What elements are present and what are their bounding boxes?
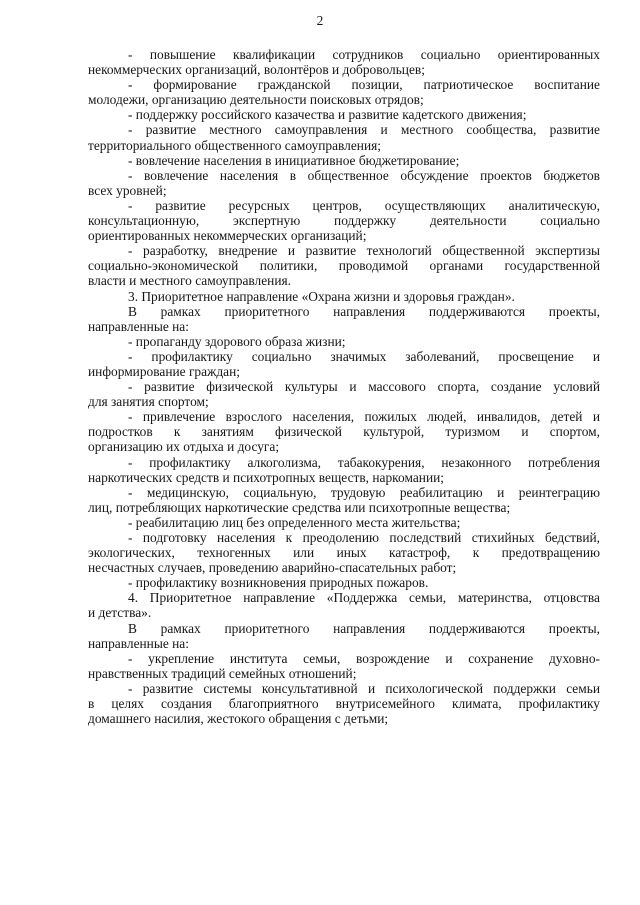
text-line: нравственных традиций семейных отношений;: [88, 665, 357, 681]
text-line: домашнего насилия, жестокого обращения с детьми;: [88, 711, 389, 727]
text-line: - разработку, внедрение и развитие технологий общественной экспертизы: [128, 243, 600, 259]
text-line: - развитие местного самоуправления и местного сообщества, развитие: [128, 122, 600, 138]
text-line: несчастных случаев, проведению аварийно-спасательных работ;: [88, 560, 457, 576]
text-line: - профилактику социально значимых заболеваний, просвещение и: [128, 348, 600, 364]
text-line: - формирование гражданской позиции, патриотическое воспитание: [128, 77, 600, 93]
text-line: В рамках приоритетного направления поддерживаются проекты,: [128, 303, 600, 319]
text-line: подростков к занятиям физической культурой, туризмом и спортом,: [88, 424, 600, 440]
text-line: территориального общественного самоуправления;: [88, 137, 381, 153]
text-line: для занятия спортом;: [88, 394, 209, 410]
text-line: - вовлечение населения в общественное обсуждение проектов бюджетов: [128, 167, 600, 183]
text-line: и детства».: [88, 605, 152, 621]
text-line: - привлечение взрослого населения, пожилых людей, инвалидов, детей и: [128, 409, 600, 425]
text-line: - укрепление института семьи, возрождение и сохранение духовно-: [128, 650, 600, 666]
text-line: экологических, техногенных или иных катастроф, к предотвращению: [88, 545, 600, 561]
page-number: 2: [316, 13, 324, 28]
text-line: консультационную, экспертную поддержку деятельности социально: [88, 213, 600, 229]
text-line: - профилактику возникновения природных пожаров.: [128, 575, 429, 591]
text-line: - пропаганду здорового образа жизни;: [128, 333, 346, 349]
text-line: - медицинскую, социальную, трудовую реабилитацию и реинтеграцию: [128, 484, 600, 500]
text-line: 3. Приоритетное направление «Охрана жизни и здоровья граждан».: [128, 288, 515, 304]
text-line: молодежи, организацию деятельности поисковых отрядов;: [88, 92, 424, 108]
text-line: всех уровней;: [88, 182, 167, 198]
text-line: направленные на:: [88, 635, 189, 651]
text-line: лиц, потребляющих наркотические средства или психотропные вещества;: [88, 499, 511, 515]
text-line: - развитие физической культуры и массового спорта, создание условий: [128, 379, 600, 395]
text-line: в целях создания благоприятного внутрисемейного климата, профилактику: [88, 696, 600, 712]
text-line: 4. Приоритетное направление «Поддержка семьи, материнства, отцовства: [128, 590, 600, 606]
text-line: организацию их отдыха и досуга;: [88, 439, 280, 455]
document-body: [88, 47, 600, 726]
text-line: социально-экономической политики, проводимой органами государственной: [88, 258, 600, 274]
text-line: - профилактику алкоголизма, табакокурения, незаконного потребления: [128, 454, 600, 470]
text-line: - вовлечение населения в инициативное бюджетирование;: [128, 152, 460, 168]
text-line: - развитие ресурсных центров, осуществляющих аналитическую,: [128, 197, 600, 213]
text-line: наркотических средств и психотропных веществ, наркомании;: [88, 469, 444, 485]
text-line: власти и местного самоуправления.: [88, 273, 292, 289]
text-line: В рамках приоритетного направления поддерживаются проекты,: [128, 620, 600, 636]
text-line: некоммерческих организаций, волонтёров и добровольцев;: [88, 62, 425, 78]
text-line: ориентированных некоммерческих организаций;: [88, 228, 367, 244]
text-line: информирование граждан;: [88, 363, 240, 379]
text-line: направленные на:: [88, 318, 189, 334]
text-line: - развитие системы консультативной и психологической поддержки семьи: [128, 680, 600, 696]
text-line: - поддержку российского казачества и развитие кадетского движения;: [128, 107, 527, 123]
text-line: - подготовку населения к преодолению последствий стихийных бедствий,: [128, 530, 600, 545]
text-line: - повышение квалификации сотрудников социально ориентированных: [128, 47, 600, 62]
text-line: - реабилитацию лиц без определенного места жительства;: [128, 514, 461, 530]
